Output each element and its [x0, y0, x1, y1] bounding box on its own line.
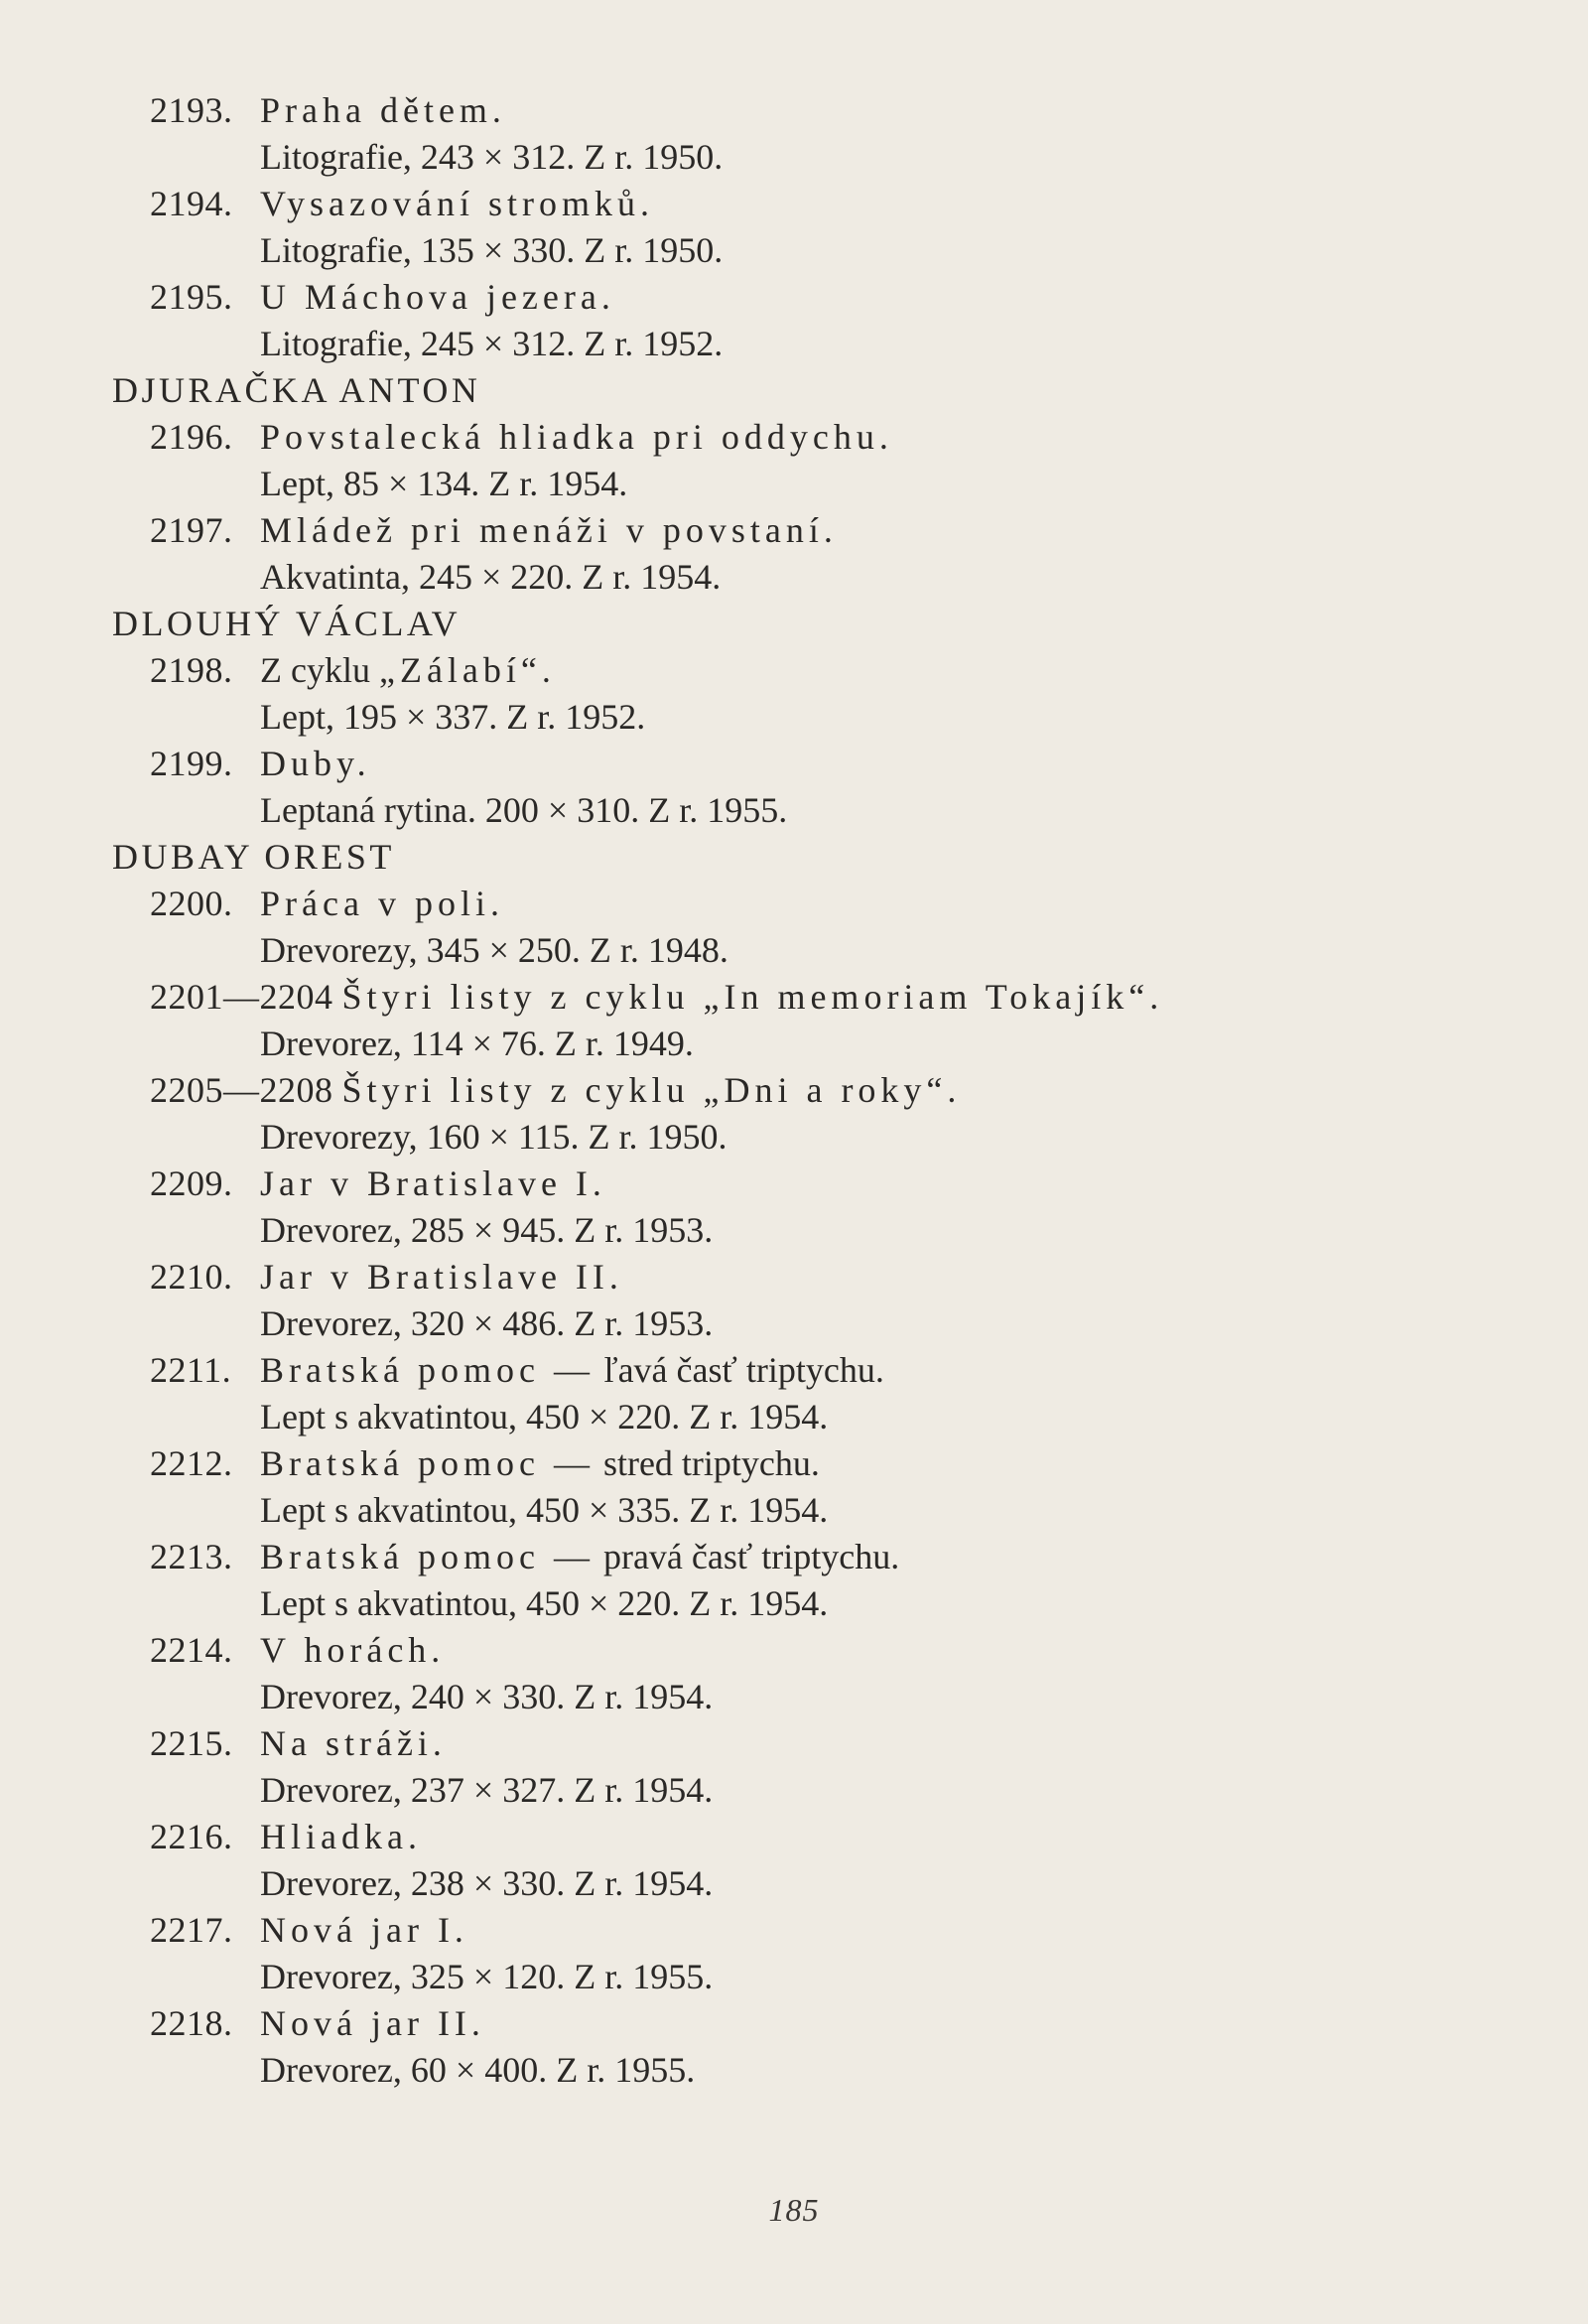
entry-title-text: Práca v poli.	[260, 884, 504, 923]
entry-title	[260, 1440, 820, 1487]
entry-number: 2217.	[150, 1910, 233, 1950]
catalog-entry	[112, 507, 1502, 554]
entry-title-text: Nová jar I.	[260, 1910, 468, 1950]
catalog-entry	[112, 881, 1502, 927]
catalog-entry	[112, 741, 1502, 787]
entry-title	[260, 1814, 422, 1860]
entry-title	[260, 1347, 884, 1394]
catalog-entry	[112, 1534, 1502, 1580]
entry-title-text: U Máchova jezera.	[260, 277, 615, 317]
entry-title	[260, 1720, 447, 1767]
entry-title-suffix: pravá časť triptychu.	[594, 1537, 900, 1576]
entry-title	[260, 181, 654, 227]
entry-description: Litografie, 243 × 312. Z r. 1950.	[260, 137, 724, 177]
entry-title-text: Bratská pomoc —	[260, 1443, 595, 1483]
artist-heading: DJURAČKA ANTON	[112, 370, 481, 410]
entry-number: 2211.	[150, 1350, 232, 1390]
entry-number: 2196.	[150, 417, 233, 457]
entry-description: Leptaná rytina. 200 × 310. Z r. 1955.	[260, 790, 788, 830]
entry-title	[260, 1627, 445, 1674]
artist-heading: DLOUHÝ VÁCLAV	[112, 604, 462, 643]
entry-title-text: Praha dětem.	[260, 90, 506, 130]
entry-number: 2193.	[150, 90, 233, 130]
entry-title-text: V horách.	[260, 1630, 446, 1670]
entry-number: 2200.	[150, 884, 233, 923]
catalog-entry	[112, 1440, 1502, 1487]
entry-number: 2213.	[150, 1537, 233, 1576]
entry-description: Drevorez, 114 × 76. Z r. 1949.	[260, 1024, 694, 1063]
entry-number: 2209.	[150, 1163, 233, 1203]
entry-description: Lept, 85 × 134. Z r. 1954.	[260, 464, 628, 503]
entry-description: Lept s akvatintou, 450 × 335. Z r. 1954.	[260, 1490, 829, 1530]
entry-title	[260, 647, 556, 694]
entry-title	[260, 507, 838, 554]
catalog-entry	[112, 181, 1502, 227]
catalog-entry	[112, 1814, 1502, 1860]
entry-title	[260, 1161, 606, 1207]
entry-description: Lept s akvatintou, 450 × 220. Z r. 1954.	[260, 1583, 829, 1623]
entry-description: Drevorez, 238 × 330. Z r. 1954.	[260, 1863, 714, 1903]
catalog-entry	[112, 1161, 1502, 1207]
entry-title-text: Vysazování stromků.	[260, 184, 654, 223]
entry-description: Drevorez, 285 × 945. Z r. 1953.	[260, 1210, 714, 1250]
entry-description: Lept, 195 × 337. Z r. 1952.	[260, 697, 646, 737]
catalog-entries	[112, 87, 1502, 2094]
entry-title-text: Štyri listy z cyklu „Dni a roky“.	[341, 1070, 962, 1110]
entry-title	[260, 274, 615, 321]
entry-title-text: Duby.	[260, 744, 371, 783]
entry-title	[260, 87, 506, 134]
entry-title-text: Povstalecká hliadka pri oddychu.	[260, 417, 893, 457]
entry-description: Drevorez, 320 × 486. Z r. 1953.	[260, 1303, 714, 1343]
entry-title	[260, 1254, 623, 1300]
catalog-entry	[112, 87, 1502, 134]
entry-number: 2210.	[150, 1257, 233, 1297]
catalog-entry	[112, 1627, 1502, 1674]
catalog-entry	[112, 1720, 1502, 1767]
entry-title-text: Jar v Bratislave I.	[260, 1163, 606, 1203]
entry-title-text: Nová jar II.	[260, 2003, 485, 2043]
catalog-entry	[112, 1347, 1502, 1394]
catalog-entry	[112, 647, 1502, 694]
entry-number: 2198.	[150, 650, 233, 690]
catalog-entry	[112, 1907, 1502, 1954]
entry-title-text: Hliadka.	[260, 1817, 422, 1856]
entry-title-text: Mládež pri menáži v povstaní.	[260, 510, 838, 550]
entry-number: 2212.	[150, 1443, 233, 1483]
entry-title-prefix: Z cyklu	[260, 650, 379, 690]
entry-description: Lept s akvatintou, 450 × 220. Z r. 1954.	[260, 1397, 829, 1436]
entry-description: Litografie, 245 × 312. Z r. 1952.	[260, 324, 724, 363]
entry-number: 2194.	[150, 184, 233, 223]
entry-range-line	[112, 1070, 961, 1110]
entry-title	[260, 2000, 485, 2047]
entry-number: 2195.	[150, 277, 233, 317]
entry-number: 2215.	[150, 1723, 233, 1763]
entry-number-range: 2201—2204	[150, 977, 333, 1017]
entry-number: 2218.	[150, 2003, 233, 2043]
entry-title	[260, 414, 893, 461]
entry-title	[260, 1534, 899, 1580]
entry-description: Litografie, 135 × 330. Z r. 1950.	[260, 230, 724, 270]
entry-title-text: Bratská pomoc —	[260, 1350, 595, 1390]
entry-number-range: 2205—2208	[150, 1070, 333, 1110]
entry-description: Drevorez, 325 × 120. Z r. 1955.	[260, 1957, 714, 1996]
catalog-entry	[112, 414, 1502, 461]
entry-title-text: „Zálabí“.	[378, 650, 556, 690]
entry-description: Akvatinta, 245 × 220. Z r. 1954.	[260, 557, 722, 597]
entry-title-text: Jar v Bratislave II.	[260, 1257, 623, 1297]
entry-description: Drevorez, 240 × 330. Z r. 1954.	[260, 1677, 714, 1716]
entry-range-line	[112, 977, 1163, 1017]
page-number: 185	[768, 2192, 820, 2228]
entry-title	[260, 881, 504, 927]
entry-title-text: Štyri listy z cyklu „In memoriam Tokajík“.	[341, 977, 1164, 1017]
entry-description: Drevorezy, 160 × 115. Z r. 1950.	[260, 1117, 728, 1157]
catalog-entry	[112, 274, 1502, 321]
entry-description: Drevorezy, 345 × 250. Z r. 1948.	[260, 930, 728, 970]
catalog-entry-range	[112, 1067, 1502, 1114]
entry-title	[260, 1907, 468, 1954]
catalog-entry	[112, 1254, 1502, 1300]
catalog-entry-range	[112, 974, 1502, 1021]
entry-number: 2216.	[150, 1817, 233, 1856]
entry-title	[260, 741, 371, 787]
entry-title-text: Bratská pomoc —	[260, 1537, 595, 1576]
entry-description: Drevorez, 60 × 400. Z r. 1955.	[260, 2050, 696, 2090]
entry-title-suffix: stred triptychu.	[594, 1443, 820, 1483]
entry-title-text: Na stráži.	[260, 1723, 447, 1763]
entry-title-suffix: ľavá časť triptychu.	[594, 1350, 884, 1390]
entry-number: 2197.	[150, 510, 233, 550]
catalog-entry	[112, 2000, 1502, 2047]
entry-number: 2214.	[150, 1630, 233, 1670]
entry-number: 2199.	[150, 744, 233, 783]
entry-description: Drevorez, 237 × 327. Z r. 1954.	[260, 1770, 714, 1810]
artist-heading: DUBAY OREST	[112, 837, 395, 877]
